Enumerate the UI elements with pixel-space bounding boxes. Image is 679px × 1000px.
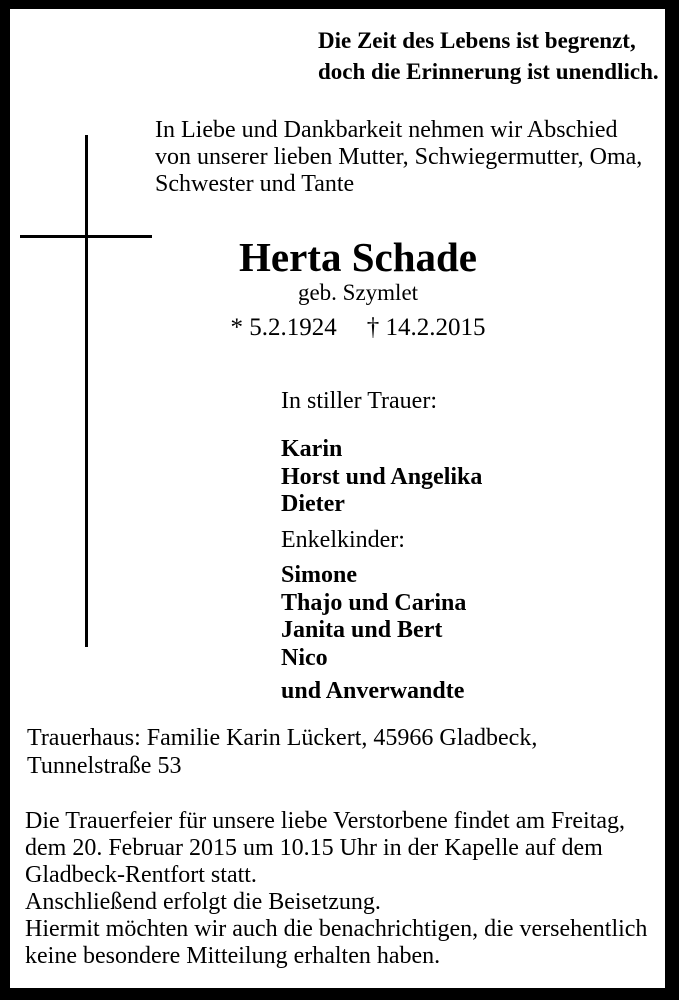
deceased-block [178, 234, 538, 342]
deceased-birth-name: geb. Szymlet [297, 280, 419, 305]
mourner-name: Karin [281, 436, 343, 462]
intro-line-2: von unserer lieben Mutter, Schwiegermutter, Oma, [155, 144, 643, 170]
motto-line-2: doch die Erinnerung ist unendlich. [318, 59, 659, 84]
house-line-1: Trauerhaus: Familie Karin Lückert, 45966 Gladbeck, [27, 725, 538, 751]
intro-line-1: In Liebe und Dankbarkeit nehmen wir Abschied [155, 117, 618, 143]
grandchild-name: Thajo und Carina [281, 589, 467, 616]
mourners-list [281, 436, 482, 519]
funeral-line-3: Gladbeck-Rentfort statt. [25, 862, 257, 888]
frame-border-right [665, 0, 679, 1000]
motto-line-1: Die Zeit des Lebens ist begrenzt, [318, 28, 636, 53]
funeral-line-4: Anschließend erfolgt die Beisetzung. [25, 889, 381, 915]
death-date: † 14.2.2015 [366, 314, 486, 341]
funeral-line-1: Die Trauerfeier für unsere liebe Verstorbene findet am Freitag, [25, 808, 626, 834]
mourner-name: Horst und Angelika [281, 463, 483, 490]
funeral-info-paragraph [25, 808, 647, 970]
mourning-heading: In stiller Trauer: [281, 388, 437, 414]
intro-paragraph [155, 117, 642, 198]
birth-date: * 5.2.1924 [230, 314, 337, 341]
house-line-2: Tunnelstraße 53 [27, 752, 182, 779]
funeral-line-6: keine besondere Mitteilung erhalten haben. [25, 943, 441, 969]
intro-line-3: Schwester und Tante [155, 171, 355, 197]
motto [318, 25, 659, 87]
grandchild-name: Simone [281, 562, 358, 588]
relatives-line: und Anverwandte [281, 678, 465, 704]
funeral-line-2: dem 20. Februar 2015 um 10.15 Uhr in der Kapelle auf dem [25, 835, 603, 861]
deceased-name: Herta Schade [239, 234, 477, 280]
grandchild-name: Nico [281, 644, 328, 671]
frame-border-bottom [0, 988, 679, 1000]
mourner-name: Dieter [281, 491, 345, 517]
frame-border-top [0, 0, 679, 9]
mourning-house-address [27, 725, 537, 780]
grandchildren-list [281, 562, 466, 672]
cross-horizontal-bar [20, 235, 152, 238]
cross-vertical-bar [85, 135, 88, 647]
funeral-line-5: Hiermit möchten wir auch die benachrichtigen, die versehentlich [25, 916, 648, 942]
grandchildren-label: Enkelkinder: [281, 527, 405, 553]
grandchild-name: Janita und Bert [281, 617, 443, 643]
frame-border-left [0, 0, 10, 1000]
deceased-dates [178, 314, 538, 342]
